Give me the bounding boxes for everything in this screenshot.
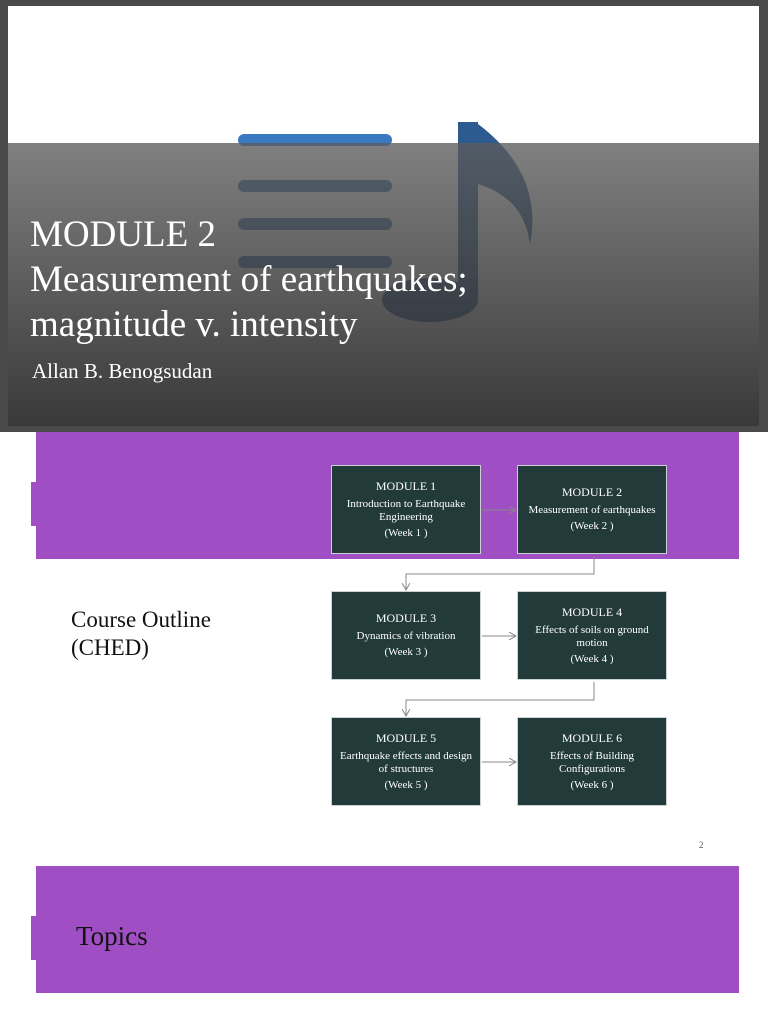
module-4-desc: Effects of soils on ground motion [535, 623, 649, 649]
module-1-box [331, 465, 481, 554]
author-name: Allan B. Benogsudan [32, 359, 213, 383]
module-2-week: (Week 2 ) [570, 520, 614, 532]
outline-title-line1: Course Outline [71, 607, 211, 632]
title-slide [0, 0, 768, 432]
module-6-box [517, 717, 667, 806]
module-5-title: MODULE 5 [375, 730, 437, 745]
module-4-box [517, 591, 667, 680]
module-5-desc: Earthquake effects and design of structures [339, 749, 473, 775]
topics-band-tab [31, 916, 37, 960]
topics-slide [0, 866, 768, 1024]
outline-title-line2: (CHED) [71, 635, 149, 660]
module-1-title: MODULE 1 [375, 478, 437, 493]
slide-title-line1: MODULE 2 [30, 214, 217, 255]
slide-title-line2: Measurement of earthquakes; [30, 259, 468, 300]
module-3-desc: Dynamics of vibration [356, 630, 456, 642]
module-6-week: (Week 6 ) [570, 778, 614, 791]
module-3-week: (Week 3 ) [384, 646, 428, 658]
module-1-desc: Introduction to Earthquake Engineering [346, 497, 466, 523]
topics-title: Topics [76, 921, 148, 951]
slide-title-line3: magnitude v. intensity [30, 304, 358, 345]
module-5-box [331, 717, 481, 806]
module-4-week: (Week 4 ) [570, 652, 614, 665]
module-3-box [331, 591, 481, 680]
module-2-desc: Measurement of earthquakes [528, 504, 656, 516]
module-2-box [517, 465, 667, 554]
page-number: 2 [699, 840, 704, 850]
slide-title [30, 212, 468, 347]
course-outline-slide [0, 432, 768, 856]
module-2-title: MODULE 2 [561, 485, 623, 499]
module-6-title: MODULE 6 [561, 730, 623, 745]
module-4-title: MODULE 4 [561, 604, 623, 619]
title-slide-canvas [8, 6, 759, 426]
module-3-title: MODULE 3 [375, 611, 437, 625]
module-6-desc: Effects of Building Configurations [549, 749, 635, 775]
module-5-week: (Week 5 ) [384, 778, 428, 791]
module-1-week: (Week 1 ) [384, 526, 428, 539]
